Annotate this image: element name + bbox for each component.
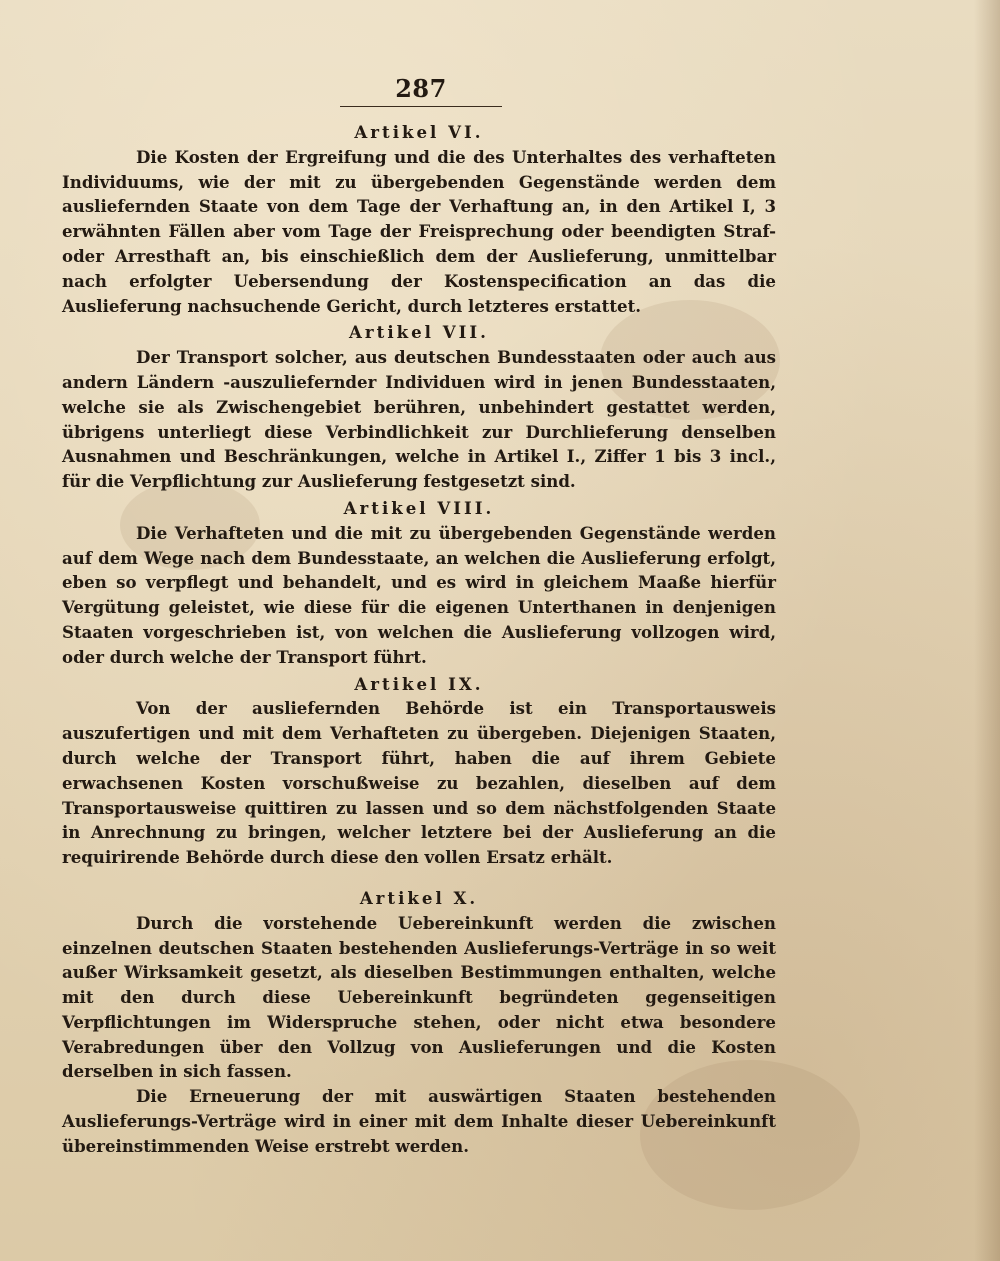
page-edge-shadow [974, 0, 1000, 1261]
article-heading: Artikel IX. [354, 673, 484, 694]
page-number: 287 [395, 74, 447, 103]
document-body [62, 118, 776, 1159]
page-number-rule [340, 106, 502, 107]
article-paragraph: Durch die vorstehende Uebereinkunft werden die zwischen einzelnen deutschen Staaten bestehenden Auslieferungs-Verträge in so weit außer Wirksamkeit gesetzt, als dieselben Bestimmungen enthalten, welche mit den durch diese Uebereinkunft begründeten gegenseitigen Verpflichtungen im Widerspruche stehen, oder nicht etwa besondere Verabredungen über den Vollzug von Auslieferungen und die Kosten derselben in sich fassen. [62, 912, 776, 1082]
article-paragraph: Die Verhafteten und die mit zu übergebenden Gegenstände werden auf dem Wege nach dem Bundesstaate, an welchen die Auslieferung erfolgt, eben so verpflegt und behandelt, und es wird in gleichem Maaße hierfür Vergütung geleistet, wie diese für die eigenen Unterthanen in denjenigen Staaten vorgeschrieben ist, von welchen die Auslieferung vollzogen wird, oder durch welche der Transport führt. [62, 522, 776, 667]
article-heading: Artikel VI. [354, 122, 484, 142]
article-paragraph: Von der ausliefernden Behörde ist ein Transportausweis auszufertigen und mit dem Verhafteten zu übergeben. Diejenigen Staaten, durch welche der Transport führt, haben die auf ihrem Gebiete erwachsenen Kosten vorschußweise zu bezahlen, dieselben auf dem Transportausweise quittiren zu lassen und so dem nächstfolgenden Staate in Anrechnung zu bringen, welcher letztere bei der Auslieferung an die requirirende Behörde durch diese den vollen Ersatz erhält. [62, 698, 776, 868]
article-paragraph: Die Kosten der Ergreifung und die des Unterhaltes des verhafteten Individuums, wie der mit zu übergebenden Gegenstände werden dem ausliefernden Staate von dem Tage der Verhaftung an, in den Artikel I, 3 erwähnten Fällen aber vom Tage der Freisprechung oder beendigten Straf- oder Arresthaft an, bis einschießlich dem der Auslieferung, unmittelbar nach erfolgter Uebersendung der Kostenspecification an das die Auslieferung nachsuchende Gericht, durch letzteres erstattet. [62, 146, 776, 316]
article-10 [62, 886, 776, 1159]
section-gap [62, 870, 776, 884]
article-heading: Artikel X. [359, 887, 479, 908]
article-heading: Artikel VII. [349, 322, 489, 343]
article-7 [62, 320, 776, 494]
article-6 [62, 120, 776, 318]
article-paragraph: Die Erneuerung der mit auswärtigen Staaten bestehenden Auslieferungs-Verträge wird in einer mit dem Inhalte dieser Uebereinkunft übereinstimmenden Weise erstrebt werden. [62, 1086, 776, 1156]
article-9 [62, 672, 776, 870]
article-8 [62, 496, 776, 670]
article-paragraph: Der Transport solcher, aus deutschen Bundesstaaten oder auch aus andern Ländern -auszuliefernder Individuen wird in jenen Bundesstaaten, welche sie als Zwischengebiet berühren, unbehindert gestattet werden, übrigens unterliegt diese Verbindlichkeit zur Durchlieferung denselben Ausnahmen und Beschränkungen, welche in Artikel I., Ziffer 1 bis 3 incl., für die Verpflichtung zur Auslieferung festgesetzt sind. [62, 347, 776, 492]
article-heading: Artikel VIII. [343, 497, 495, 518]
